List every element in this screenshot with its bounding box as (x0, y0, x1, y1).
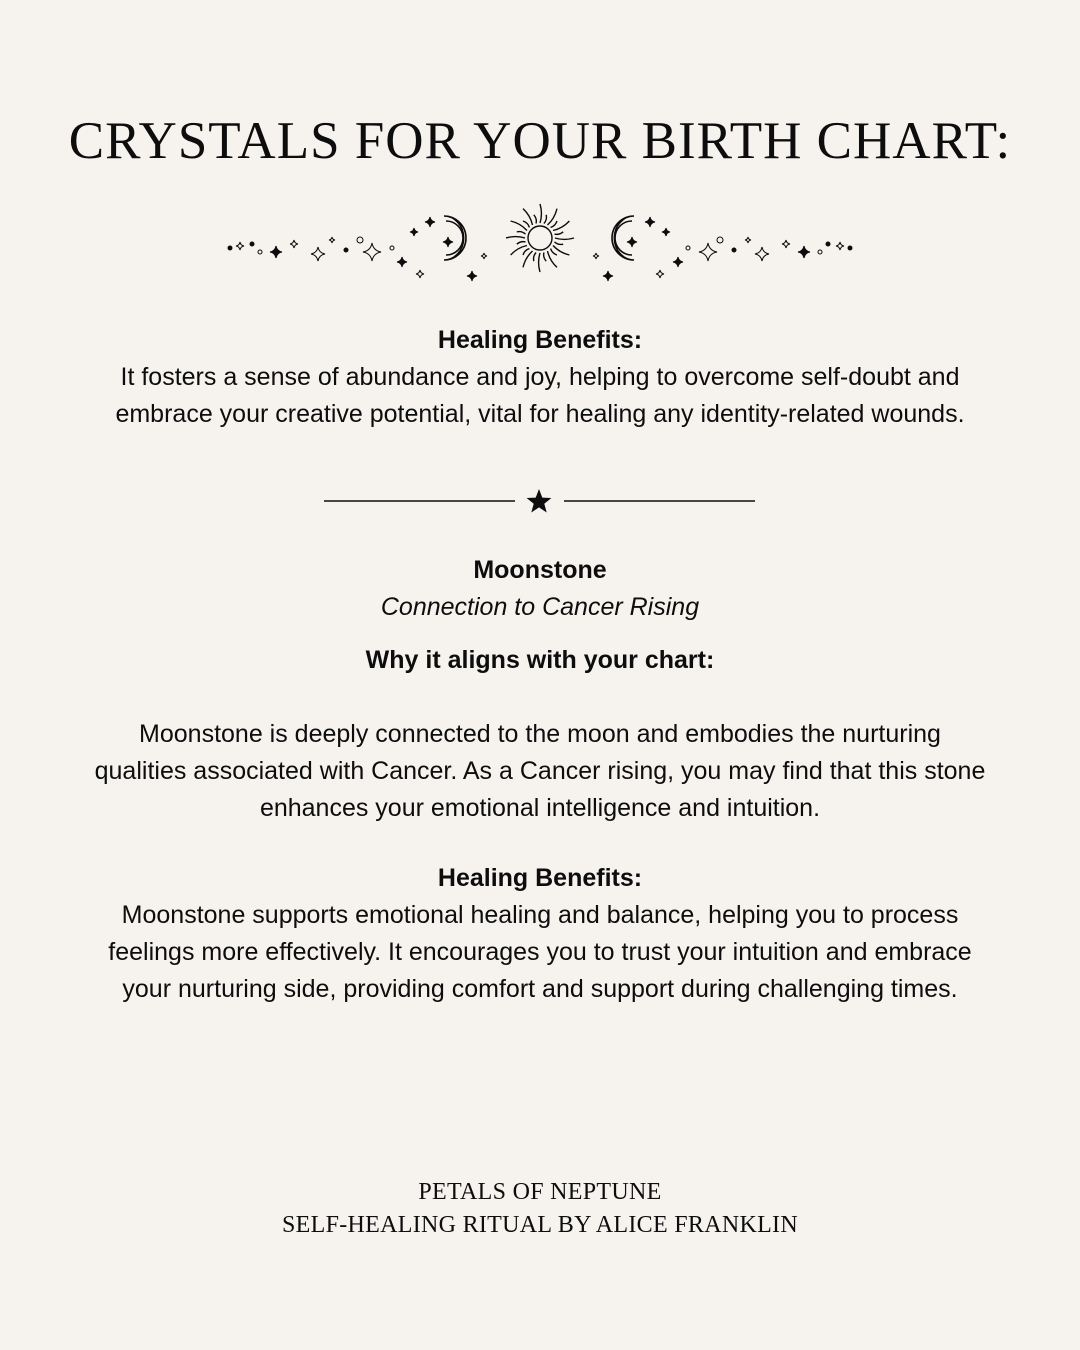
celestial-sun-moon-stars-ornament-icon (220, 186, 860, 292)
section-heading: Healing Benefits: (437, 326, 643, 354)
why-heading: Why it aligns with your chart: (365, 646, 715, 674)
healing-section (90, 860, 990, 1008)
footer-credit: SELF-HEALING RITUAL BY ALICE FRANKLIN (282, 1212, 798, 1238)
healing-body: Moonstone supports emotional healing and balance, helping you to process feelings more effectively. It encourages you to trust your intuition and embrace your nurturing side, providing comfort and support during challenging times. (108, 901, 972, 1003)
crystal-connection: Connection to Cancer Rising (380, 593, 700, 621)
footer (0, 1176, 1080, 1242)
page-title: CRYSTALS FOR YOUR BIRTH CHART: (68, 112, 1012, 170)
why-body-section (90, 716, 990, 827)
section-body: It fosters a sense of abundance and joy, helping to overcome self-doubt and embrace your creative potential, vital for healing any identity-related wounds. (115, 363, 965, 428)
star-icon (527, 489, 552, 513)
crystal-name: Moonstone (473, 556, 607, 584)
section-healing-benefits (90, 322, 990, 433)
why-body: Moonstone is deeply connected to the moon and embodies the nurturing qualities associated with Cancer. As a Cancer rising, you may find that this stone enhances your emotional intelligence and intuition. (94, 720, 986, 822)
why-section (90, 642, 990, 679)
footer-brand: PETALS OF NEPTUNE (418, 1179, 662, 1205)
crystal-section (90, 552, 990, 626)
healing-heading: Healing Benefits: (437, 864, 643, 892)
divider (320, 486, 760, 518)
